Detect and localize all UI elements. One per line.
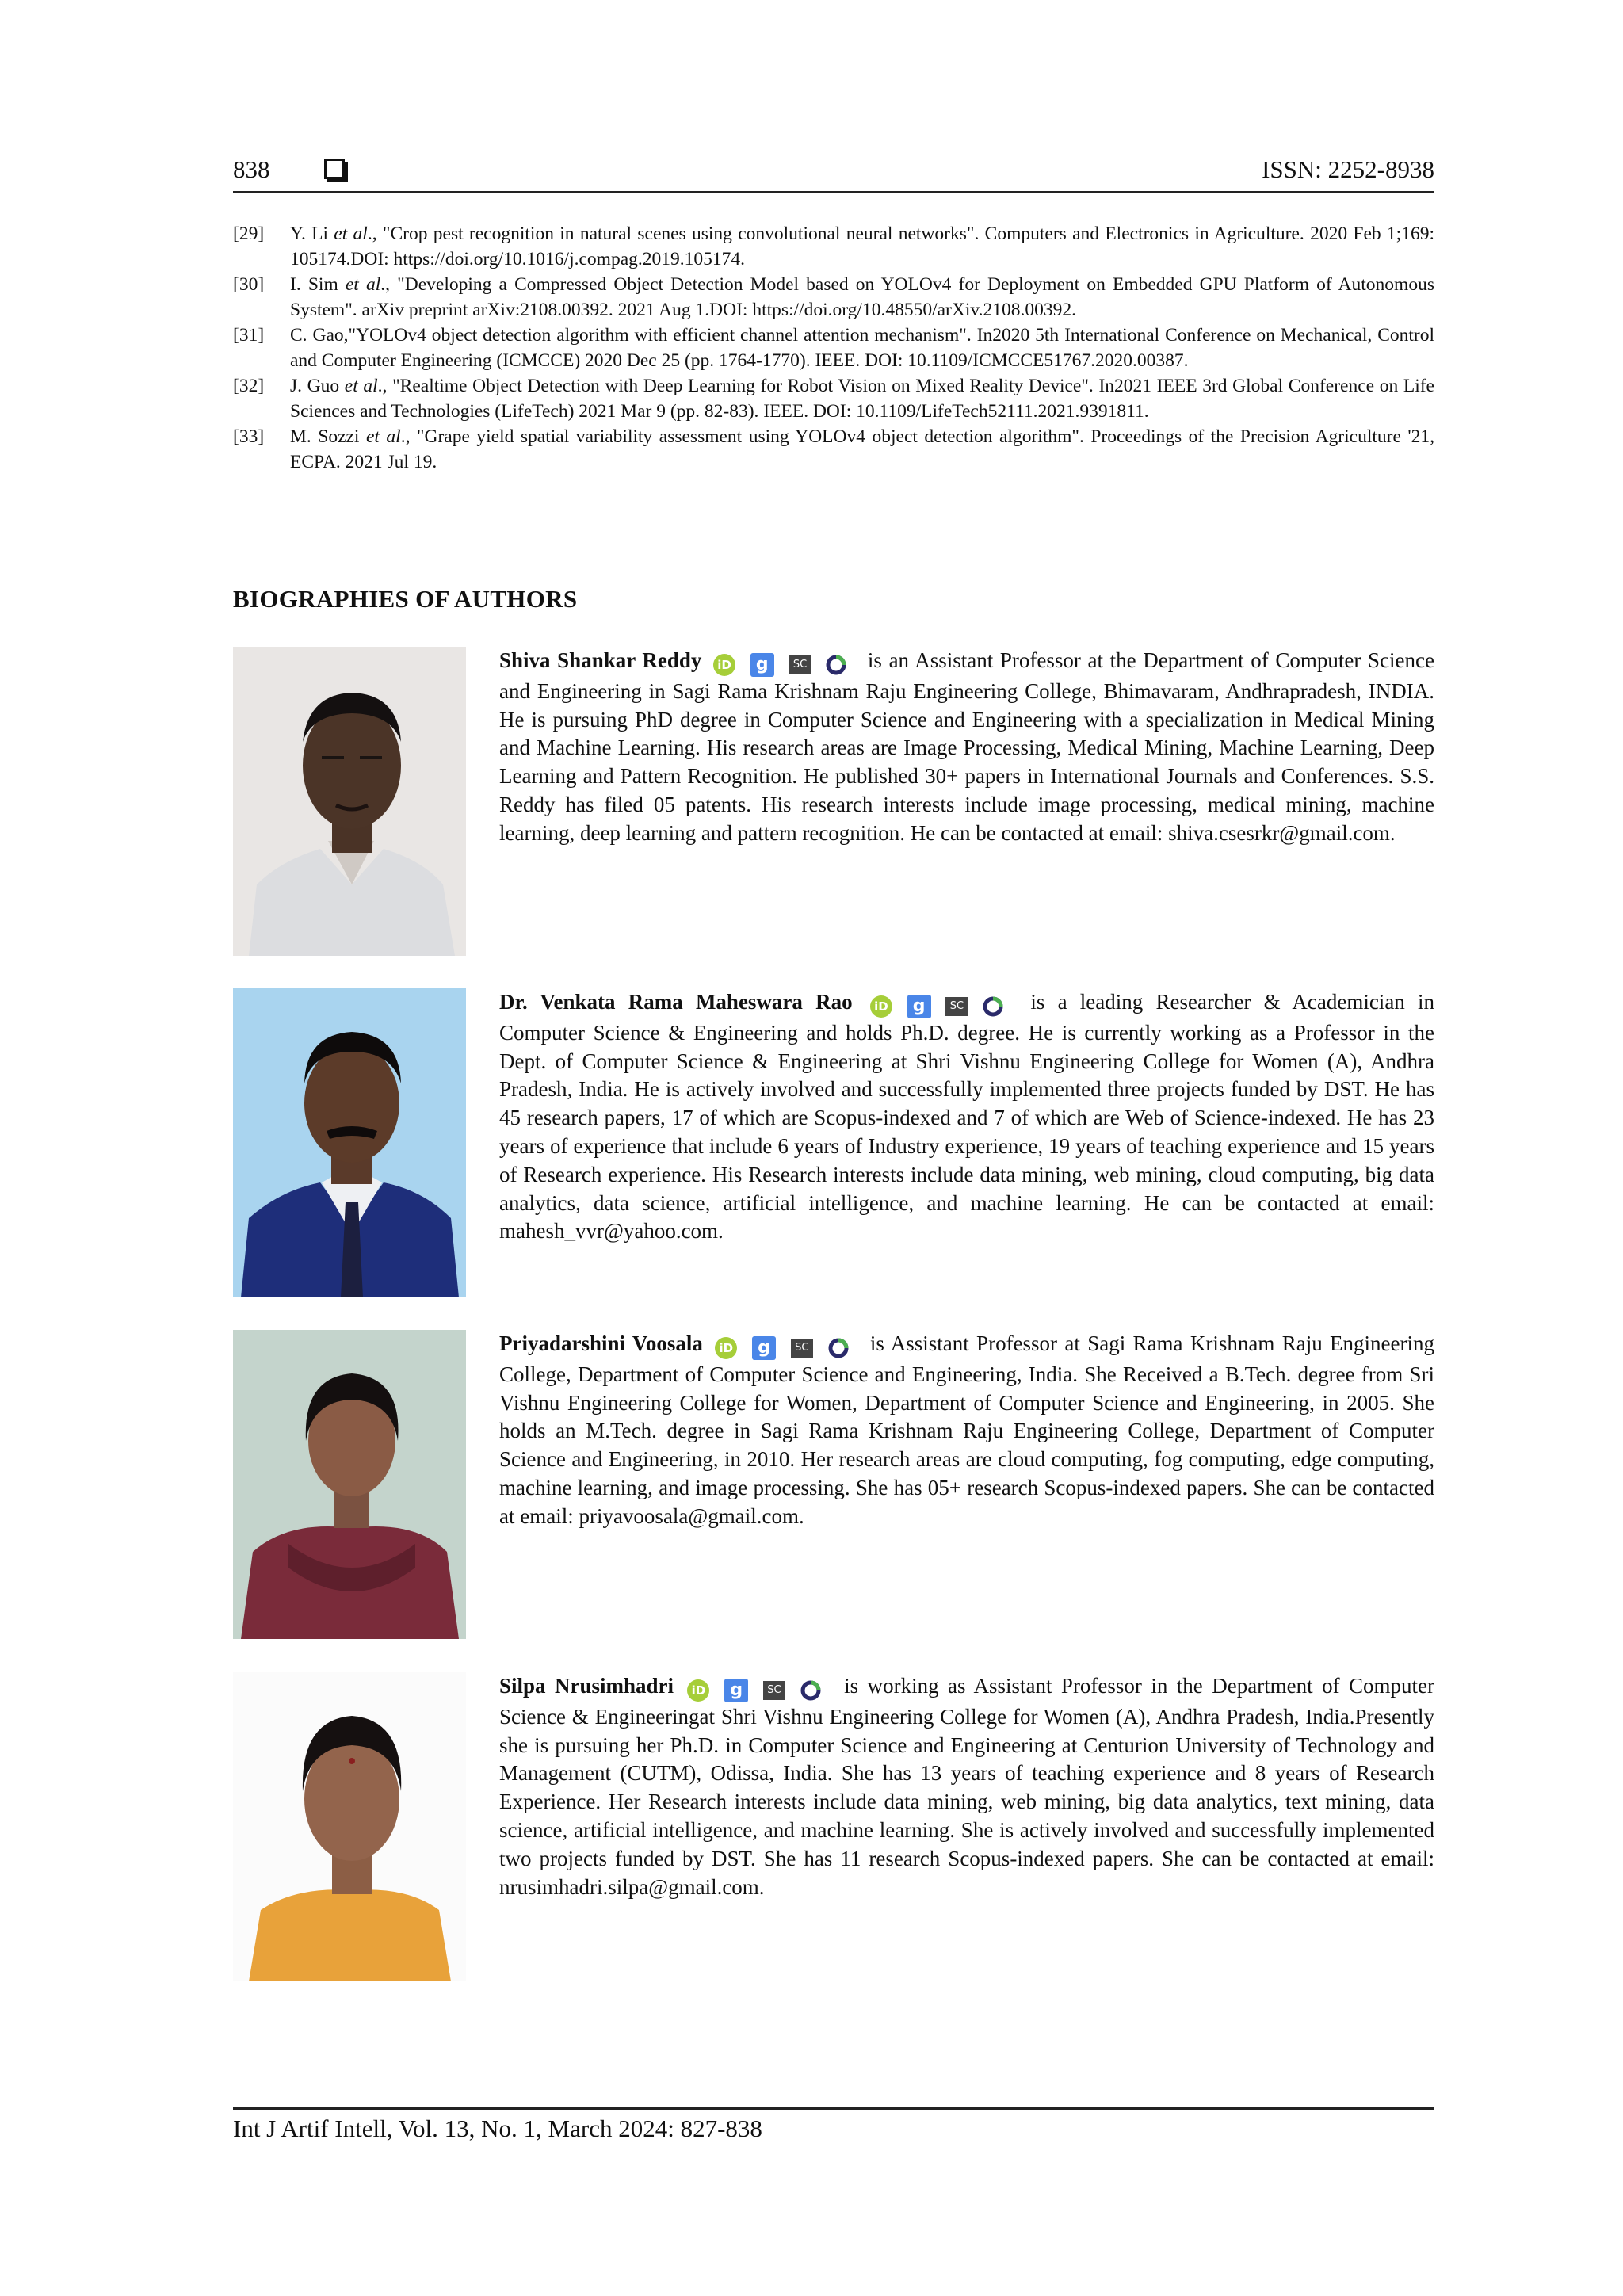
publons-icon[interactable] — [828, 1338, 849, 1358]
footer-rule — [233, 2107, 1434, 2110]
page-number: 838 — [233, 155, 270, 183]
google-scholar-icon[interactable]: g — [752, 1336, 776, 1360]
author-photo — [233, 1330, 466, 1639]
scopus-icon[interactable]: SC — [791, 1339, 813, 1358]
reference-text: M. Sozzi et al., "Grape yield spatial variability assessment using YOLOv4 object detection algorithm". Proceedings of the Precision Agriculture '21, ECPA. 2021 Jul 19. — [290, 426, 1434, 472]
orcid-icon[interactable]: iD — [870, 995, 892, 1018]
header-rule — [233, 191, 1434, 193]
publons-icon[interactable] — [800, 1680, 821, 1701]
bio-description: is working as Assistant Professor in the Department of Computer Science & Engineeringat Shri Vishnu Engineering College for Women (A), Andhra Pradesh, India.Presently she is pursuing her Ph.D. in Computer Science and Engineering at Centurion University of Technology and Management (CUTM), Odissa, India. She has 13 years of teaching experience and 8 years of Research Experience. Her Research interests include data mining, web mining, big data analytics, text mining, data science, artificial intelligence, and machine learning. She is actively involved and successfully implemented two projects funded by DST. She has 11 research Scopus-indexed papers. She can be contacted at email: nrusimhadri.silpa@gmail.com. — [499, 1674, 1435, 1899]
profile-icons — [870, 991, 1013, 1019]
publons-icon[interactable] — [826, 655, 846, 675]
bio-description: is a leading Researcher & Academician in Computer Science & Engineering and holds Ph.D. degree. He is currently working as a Professor in the Dept. of Computer Science & Engineering at Shri Vishnu Engineering College for Women (A), Andhra Pradesh, India. He is actively involved and successfully implemented three projects funded by DST. He has 45 research papers, 17 of which are Scopus-indexed and 7 of which are Web of Science-indexed. He has 23 years of experience that include 6 years of Industry experience, 19 years of teaching experience and 15 years of Research experience. His Research interests include data mining, web mining, cloud computing, big data analytics, data science, artificial intelligence, and machine learning. He can be contacted at email: mahesh_vvr@yahoo.com. — [499, 990, 1435, 1244]
profile-icons — [687, 1675, 830, 1703]
reference-number: [32] — [233, 376, 265, 396]
scopus-icon[interactable]: SC — [789, 655, 812, 674]
bio-text — [499, 988, 1434, 1246]
author-name: Shiva Shankar Reddy — [499, 648, 702, 672]
issn: ISSN: 2252-8938 — [1262, 155, 1434, 183]
orcid-icon[interactable]: iD — [713, 654, 735, 676]
author-photo — [233, 647, 466, 956]
bio-text — [499, 647, 1434, 848]
reference-number: [30] — [233, 274, 265, 295]
reference-item — [233, 221, 1434, 272]
author-name: Silpa Nrusimhadri — [499, 1674, 674, 1698]
author-name: Priyadarshini Voosala — [499, 1331, 703, 1355]
reference-text: J. Guo et al., "Realtime Object Detection with Deep Learning for Robot Vision on Mixed Reality Device". In2021 IEEE 3rd Global Conference on Life Sciences and Technologies (LifeTech) 2021 Mar 9 (pp. 82-83). IEEE. DOI: 10.1109/LifeTech52111.2021.9391811. — [290, 376, 1434, 422]
section-title: BIOGRAPHIES OF AUTHORS — [233, 585, 578, 613]
reference-text: I. Sim et al., "Developing a Compressed Object Detection Model based on YOLOv4 for Deployment on Embedded GPU Platform of Autonomous System". arXiv preprint arXiv:2108.00392. 2021 Aug 1.DOI: https://doi.org/10.48550/arXiv.2108.00392. — [290, 274, 1434, 320]
scopus-icon[interactable]: SC — [763, 1681, 785, 1700]
bio-text — [499, 1330, 1434, 1531]
square-bullet-icon — [324, 159, 345, 179]
author-photo — [233, 988, 466, 1297]
google-scholar-icon[interactable]: g — [724, 1679, 748, 1702]
google-scholar-icon[interactable]: g — [907, 995, 931, 1018]
author-photo — [233, 1672, 466, 1981]
profile-icons — [715, 1332, 857, 1361]
reference-item — [233, 373, 1434, 424]
reference-number: [29] — [233, 223, 265, 244]
page-footer: Int J Artif Intell, Vol. 13, No. 1, March 2024: 827-838 — [233, 2115, 762, 2142]
author-name: Dr. Venkata Rama Maheswara Rao — [499, 990, 853, 1014]
bio-description: is an Assistant Professor at the Department of Computer Science and Engineering in Sagi Rama Krishnam Raju Engineering College, Bhimavaram, Andhrapradesh, INDIA. He is pursuing PhD degree in Computer Science and Engineering with a specialization in Medical Mining and Machine Learning. His research areas are Image Processing, Medical Mining, Machine Learning, Deep Learning and Pattern Recognition. He published 30+ papers in International Journals and Conferences. S.S. Reddy has filed 05 patents. His research interests include image processing, medical mining, machine learning, deep learning and pattern recognition. He can be contacted at email: shiva.csesrkr@gmail.com. — [499, 648, 1435, 845]
reference-item — [233, 424, 1434, 475]
bio-text — [499, 1672, 1434, 1901]
reference-item — [233, 323, 1434, 373]
scopus-icon[interactable]: SC — [945, 997, 968, 1016]
page-header — [233, 155, 1434, 190]
reference-number: [33] — [233, 426, 265, 447]
publons-icon[interactable] — [983, 996, 1003, 1017]
reference-list — [233, 221, 1434, 475]
reference-number: [31] — [233, 325, 265, 346]
orcid-icon[interactable]: iD — [687, 1679, 709, 1702]
profile-icons — [713, 649, 856, 678]
bio-description: is Assistant Professor at Sagi Rama Krishnam Raju Engineering College, Department of Computer Science and Engineering, India. She Received a B.Tech. degree from Sri Vishnu Engineering College for Women, Department of Computer Science and Engineering, in 2005. She holds an M.Tech. degree in Sagi Rama Krishnam Raju Engineering College, Department of Computer Science and Engineering, in 2010. Her research areas are cloud computing, fog computing, edge computing, machine learning, and image processing. She has 05+ research Scopus-indexed papers. She can be contacted at email: priyavoosala@gmail.com. — [499, 1331, 1434, 1528]
reference-text: Y. Li et al., "Crop pest recognition in natural scenes using convolutional neural networks". Computers and Electronics in Agriculture. 2020 Feb 1;169: 105174.DOI: https://doi.org/10.1016/j.compag.2019.105174. — [290, 223, 1434, 269]
google-scholar-icon[interactable]: g — [750, 653, 774, 677]
reference-text: C. Gao,"YOLOv4 object detection algorithm with efficient channel attention mechanism". In2020 5th International Conference on Mechanical, Control and Computer Engineering (ICMCCE) 2020 Dec 25 (pp. 1764-1770). IEEE. DOI: 10.1109/ICMCCE51767.2020.00387. — [290, 325, 1434, 371]
reference-item — [233, 272, 1434, 323]
orcid-icon[interactable]: iD — [715, 1337, 737, 1359]
